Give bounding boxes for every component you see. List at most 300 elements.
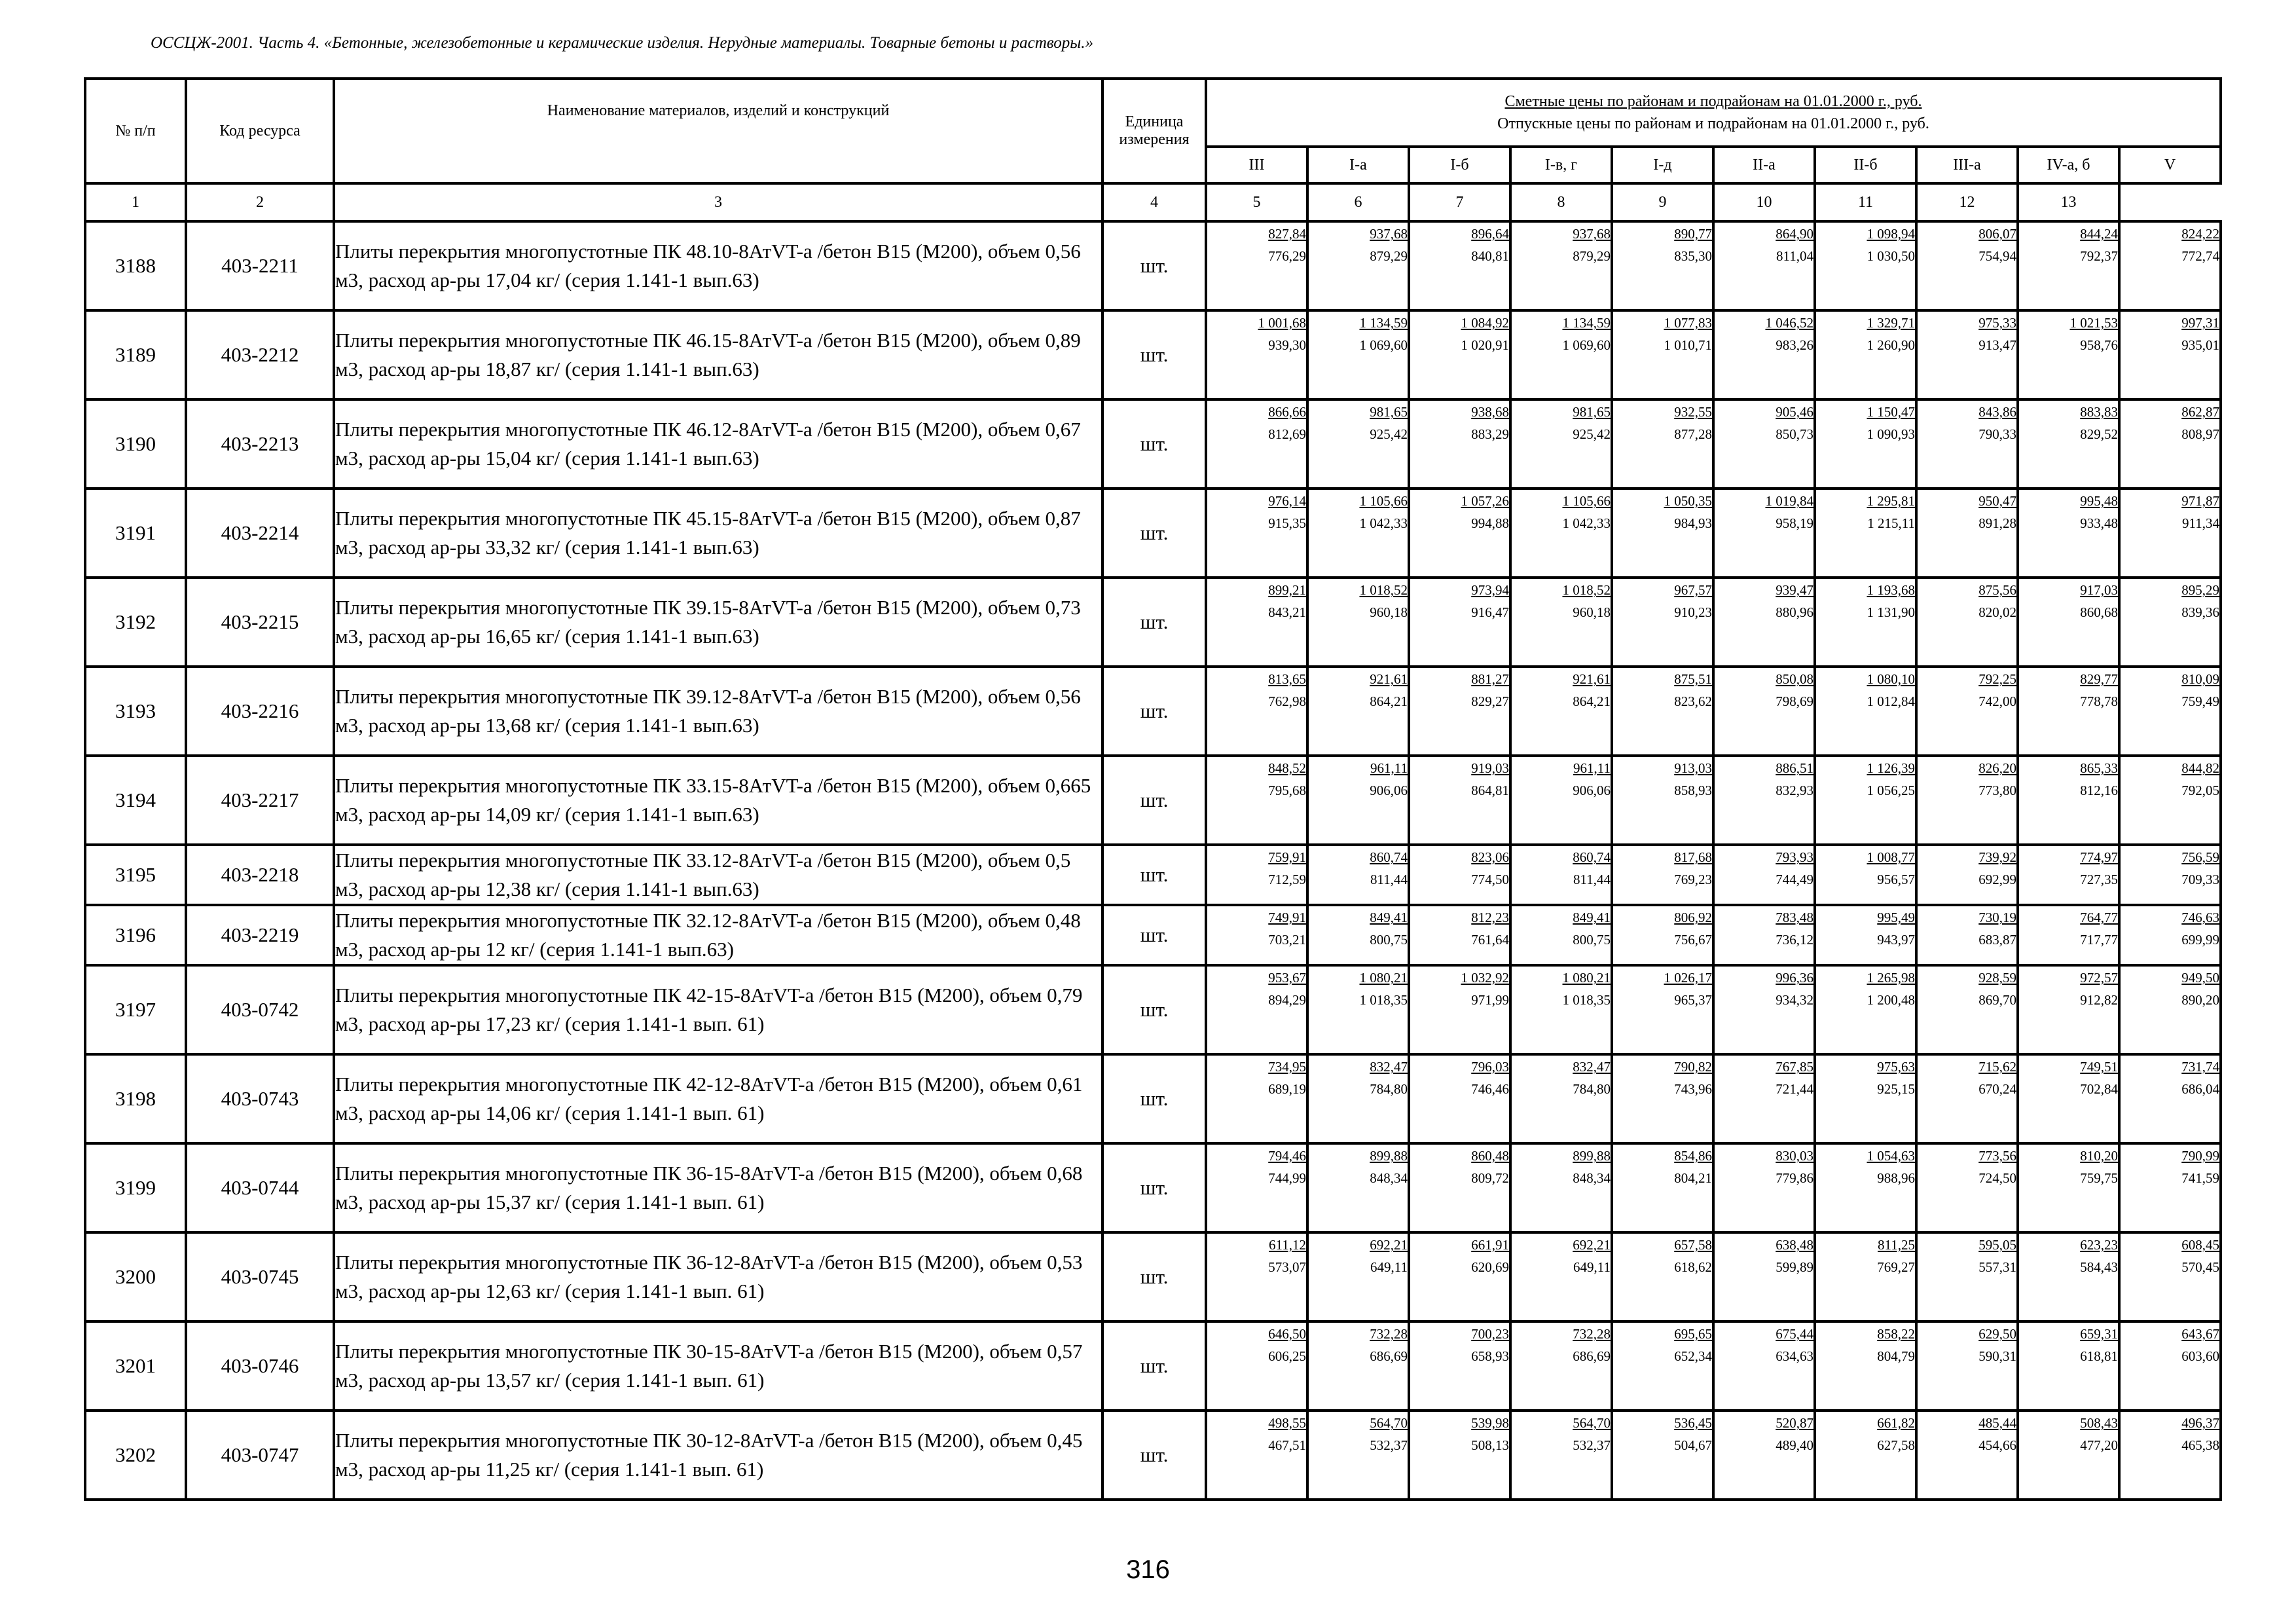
price-cell [1916,1321,2018,1411]
resource-code: 403-0744 [186,1143,334,1232]
column-number: 6 [1307,183,1409,221]
release-price: 686,69 [1370,1348,1408,1364]
column-number: 9 [1612,183,1713,221]
price-cell [2018,965,2119,1054]
estimate-price: 675,44 [1776,1326,1813,1342]
estimate-price: 854,86 [1674,1148,1712,1164]
release-price: 812,16 [2080,783,2118,798]
release-price: 762,98 [1268,693,1306,709]
release-price: 467,51 [1268,1437,1306,1453]
release-price: 792,37 [2080,248,2118,264]
release-price: 702,84 [2080,1081,2118,1097]
release-price: 933,48 [2080,515,2118,531]
release-price: 848,34 [1370,1170,1408,1186]
price-cell [1307,1232,1409,1321]
price-cell [1409,1411,1510,1500]
resource-code: 403-0745 [186,1232,334,1321]
release-price: 743,96 [1674,1081,1712,1097]
table-row [85,1054,2221,1143]
estimate-price: 485,44 [1978,1415,2016,1431]
estimate-price: 1 057,26 [1461,493,1509,509]
estimate-price: 995,48 [2080,493,2118,509]
material-name: Плиты перекрытия многопустотные ПК 45.15-8АтVT-а /бетон В15 (М200), объем 0,87 м3, расход ар-ры 33,32 кг/ (серия 1.141-1 вып.63) [334,489,1102,578]
estimate-price: 823,06 [1471,849,1509,865]
release-price: 1 215,11 [1867,515,1915,531]
price-cell [1612,905,1713,965]
release-price: 590,31 [1978,1348,2016,1364]
row-number: 3191 [85,489,186,578]
header-prices [1206,79,2221,147]
estimate-price: 1 050,35 [1664,493,1712,509]
price-cell [1713,489,1815,578]
release-price: 1 131,90 [1867,604,1915,620]
row-number: 3201 [85,1321,186,1411]
price-cell [2018,578,2119,667]
estimate-price: 1 329,71 [1867,315,1915,331]
price-cell [1713,1411,1815,1500]
price-cell [1713,1232,1815,1321]
row-number: 3195 [85,845,186,905]
estimate-price: 832,47 [1573,1059,1611,1075]
price-cell [1307,905,1409,965]
price-cell [2018,1143,2119,1232]
release-price: 1 012,84 [1867,693,1915,709]
price-cell [2119,310,2221,399]
release-price: 508,13 [1471,1437,1509,1453]
release-price: 934,32 [1776,992,1813,1008]
release-price: 465,38 [2181,1437,2219,1453]
estimate-price: 1 008,77 [1867,849,1915,865]
estimate-price: 826,20 [1978,760,2016,776]
price-cell [2119,1321,2221,1411]
unit-of-measure: шт. [1102,310,1206,399]
estimate-price: 734,95 [1268,1059,1306,1075]
material-name: Плиты перекрытия многопустотные ПК 33.12-8АтVT-а /бетон В15 (М200), объем 0,5 м3, расход ар-ры 12,38 кг/ (серия 1.141-1 вып.63) [334,845,1102,905]
release-price: 939,30 [1268,337,1306,353]
estimate-price: 1 134,59 [1562,315,1611,331]
estimate-price: 1 126,39 [1867,760,1915,776]
price-cell [1612,399,1713,489]
price-cell [1409,489,1510,578]
estimate-price: 1 054,63 [1867,1148,1915,1164]
price-cell [1612,1143,1713,1232]
price-cell [1206,310,1307,399]
price-cell [2018,221,2119,310]
estimate-price: 790,82 [1674,1059,1712,1075]
release-price: 823,62 [1674,693,1712,709]
release-price: 1 069,60 [1359,337,1408,353]
price-cell [1916,578,2018,667]
price-cell [1612,1411,1713,1500]
price-cell [1206,1143,1307,1232]
release-price: 790,33 [1978,426,2016,442]
material-name: Плиты перекрытия многопустотные ПК 39.15-8АтVT-а /бетон В15 (М200), объем 0,73 м3, расход ар-ры 16,65 кг/ (серия 1.141-1 вып.63) [334,578,1102,667]
estimate-price: 796,03 [1471,1059,1509,1075]
resource-code: 403-2213 [186,399,334,489]
release-price: 1 069,60 [1562,337,1611,353]
material-name: Плиты перекрытия многопустотные ПК 30-15-8АтVT-а /бетон В15 (М200), объем 0,57 м3, расход ар-ры 13,57 кг/ (серия 1.141-1 вып. 61) [334,1321,1102,1411]
release-price: 800,75 [1370,932,1408,948]
release-price: 603,60 [2181,1348,2219,1364]
price-cell [1510,1232,1612,1321]
price-cell [1815,489,1916,578]
estimate-price: 792,25 [1978,671,2016,687]
price-cell [1815,399,1916,489]
price-cell [1409,1232,1510,1321]
estimate-price: 657,58 [1674,1237,1712,1253]
price-cell [1916,845,2018,905]
price-cell [1916,905,2018,965]
estimate-price: 995,49 [1877,910,1915,925]
table-row [85,1232,2221,1321]
estimate-price: 961,11 [1370,760,1408,776]
release-price: 891,28 [1978,515,2016,531]
price-cell [2018,310,2119,399]
release-price: 879,29 [1573,248,1611,264]
release-price: 652,34 [1674,1348,1712,1364]
estimate-price: 967,57 [1674,582,1712,598]
release-price: 994,88 [1471,515,1509,531]
release-price: 1 042,33 [1562,515,1611,531]
price-cell [1916,1232,2018,1321]
release-price: 925,42 [1370,426,1408,442]
estimate-price: 858,22 [1877,1326,1915,1342]
price-cell [1815,1054,1916,1143]
table-row [85,578,2221,667]
release-price: 1 018,35 [1562,992,1611,1008]
price-cell [1307,1321,1409,1411]
estimate-price: 638,48 [1776,1237,1813,1253]
estimate-price: 937,68 [1573,226,1611,242]
header-unit: Единица измерения [1102,79,1206,183]
price-cell [1510,667,1612,756]
release-price: 776,29 [1268,248,1306,264]
price-cell [1307,965,1409,1054]
estimate-price: 1 295,81 [1867,493,1915,509]
release-price: 769,27 [1877,1259,1915,1275]
release-price: 454,66 [1978,1437,2016,1453]
estimate-price: 895,29 [2181,582,2219,598]
estimate-price: 850,08 [1776,671,1813,687]
release-price: 1 020,91 [1461,337,1509,353]
estimate-price: 921,61 [1573,671,1611,687]
release-price: 839,36 [2181,604,2219,620]
column-number: 8 [1510,183,1612,221]
estimate-price: 520,87 [1776,1415,1813,1431]
price-cell [1916,1143,2018,1232]
release-price: 692,99 [1978,872,2016,887]
price-cell [1612,756,1713,845]
estimate-price: 919,03 [1471,760,1509,776]
price-cell [2119,399,2221,489]
column-number: 12 [1916,183,2018,221]
price-cell [1307,1143,1409,1232]
estimate-price: 899,88 [1370,1148,1408,1164]
estimate-price: 971,87 [2181,493,2219,509]
release-price: 848,34 [1573,1170,1611,1186]
price-cell [2018,1232,2119,1321]
estimate-price: 921,61 [1370,671,1408,687]
estimate-price: 764,77 [2080,910,2118,925]
estimate-price: 810,09 [2181,671,2219,687]
estimate-price: 1 265,98 [1867,970,1915,986]
estimate-price: 824,22 [2181,226,2219,242]
estimate-price: 938,68 [1471,404,1509,420]
price-cell [2018,1321,2119,1411]
price-cell [1916,399,2018,489]
price-cell [1510,578,1612,667]
release-price: 820,02 [1978,604,2016,620]
release-price: 1 090,93 [1867,426,1915,442]
resource-code: 403-2217 [186,756,334,845]
release-price: 683,87 [1978,932,2016,948]
column-number: 10 [1713,183,1815,221]
resource-code: 403-0747 [186,1411,334,1500]
estimate-price: 864,90 [1776,226,1813,242]
header-region: I-б [1409,147,1510,183]
estimate-price: 849,41 [1370,910,1408,925]
price-cell [2018,756,2119,845]
release-price: 877,28 [1674,426,1712,442]
release-price: 504,67 [1674,1437,1712,1453]
price-cell [1510,965,1612,1054]
price-cell [1510,1054,1612,1143]
release-price: 773,80 [1978,783,2016,798]
estimate-price: 1 105,66 [1562,493,1611,509]
row-number: 3192 [85,578,186,667]
table-row [85,489,2221,578]
estimate-price: 997,31 [2181,315,2219,331]
release-price: 606,25 [1268,1348,1306,1364]
header-price-estimate: Сметные цены по районам и подрайонам на 01.01.2000 г., руб. [1504,93,1922,110]
release-price: 599,89 [1776,1259,1813,1275]
estimate-price: 731,74 [2181,1059,2219,1075]
column-number: 7 [1409,183,1510,221]
release-price: 1 042,33 [1359,515,1408,531]
estimate-price: 844,82 [2181,760,2219,776]
estimate-price: 1 001,68 [1258,315,1306,331]
estimate-price: 595,05 [1978,1237,2016,1253]
resource-code: 403-2212 [186,310,334,399]
release-price: 618,62 [1674,1259,1712,1275]
estimate-price: 829,77 [2080,671,2118,687]
release-price: 910,23 [1674,604,1712,620]
release-price: 843,21 [1268,604,1306,620]
price-cell [1307,845,1409,905]
price-cell [1713,1321,1815,1411]
row-number: 3202 [85,1411,186,1500]
release-price: 618,81 [2080,1348,2118,1364]
release-price: 925,42 [1573,426,1611,442]
price-cell [1307,489,1409,578]
release-price: 984,93 [1674,515,1712,531]
table-row [85,221,2221,310]
unit-of-measure: шт. [1102,667,1206,756]
estimate-price: 860,48 [1471,1148,1509,1164]
release-price: 741,59 [2181,1170,2219,1186]
row-number: 3200 [85,1232,186,1321]
price-cell [2018,489,2119,578]
price-cell [1612,1232,1713,1321]
estimate-price: 827,84 [1268,226,1306,242]
price-cell [1409,1321,1510,1411]
price-cell [1409,905,1510,965]
table-row [85,310,2221,399]
estimate-price: 1 019,84 [1765,493,1813,509]
estimate-price: 1 193,68 [1867,582,1915,598]
estimate-price: 961,11 [1573,760,1611,776]
estimate-price: 700,23 [1471,1326,1509,1342]
price-cell [2119,1411,2221,1500]
price-cell [2018,667,2119,756]
release-price: 759,75 [2080,1170,2118,1186]
estimate-price: 949,50 [2181,970,2219,986]
estimate-price: 1 080,10 [1867,671,1915,687]
estimate-price: 981,65 [1370,404,1408,420]
price-cell [2018,845,2119,905]
release-price: 804,79 [1877,1348,1915,1364]
price-cell [1713,399,1815,489]
price-cell [1713,1054,1815,1143]
price-cell [2119,1232,2221,1321]
estimate-price: 1 080,21 [1359,970,1408,986]
estimate-price: 608,45 [2181,1237,2219,1253]
release-price: 721,44 [1776,1081,1813,1097]
estimate-price: 496,37 [2181,1415,2219,1431]
release-price: 912,82 [2080,992,2118,1008]
release-price: 795,68 [1268,783,1306,798]
material-name: Плиты перекрытия многопустотные ПК 36-12-8АтVT-а /бетон В15 (М200), объем 0,53 м3, расход ар-ры 12,63 кг/ (серия 1.141-1 вып. 61) [334,1232,1102,1321]
unit-of-measure: шт. [1102,965,1206,1054]
column-number: 13 [2018,183,2119,221]
table-row [85,399,2221,489]
release-price: 772,74 [2181,248,2219,264]
price-cell [1815,578,1916,667]
price-cell [1206,667,1307,756]
estimate-price: 749,51 [2080,1059,2118,1075]
header-code: Код ресурса [186,79,334,183]
price-cell [1206,905,1307,965]
release-price: 724,50 [1978,1170,2016,1186]
table-row [85,1321,2221,1411]
unit-of-measure: шт. [1102,489,1206,578]
release-price: 634,63 [1776,1348,1813,1364]
price-cell [1713,965,1815,1054]
row-number: 3196 [85,905,186,965]
unit-of-measure: шт. [1102,578,1206,667]
table-row [85,1411,2221,1500]
column-number: 3 [334,183,1102,221]
estimate-price: 810,20 [2080,1148,2118,1164]
estimate-price: 830,03 [1776,1148,1813,1164]
price-cell [2119,221,2221,310]
price-cell [1510,756,1612,845]
release-price: 689,19 [1268,1081,1306,1097]
estimate-price: 659,31 [2080,1326,2118,1342]
document-header: ОССЦЖ-2001. Часть 4. «Бетонные, железобетонные и керамические изделия. Нерудные материалы. Товарные бетоны и растворы.» [151,34,1093,52]
price-cell [1815,845,1916,905]
column-number: 5 [1206,183,1307,221]
header-region: III [1206,147,1307,183]
estimate-price: 732,28 [1370,1326,1408,1342]
header-price-release: Отпускные цены по районам и подрайонам на 01.01.2000 г., руб. [1497,115,1929,132]
price-cell [1612,489,1713,578]
release-price: 988,96 [1877,1170,1915,1186]
release-price: 699,99 [2181,932,2219,948]
price-cell [2119,905,2221,965]
release-price: 913,47 [1978,337,2016,353]
release-price: 742,00 [1978,693,2016,709]
header-num: № п/п [85,79,186,183]
header-region: I-д [1612,147,1713,183]
release-price: 1 010,71 [1664,337,1712,353]
release-price: 570,45 [2181,1259,2219,1275]
price-cell [1916,221,2018,310]
header-region: IV-а, б [2018,147,2119,183]
estimate-price: 498,55 [1268,1415,1306,1431]
estimate-price: 862,87 [2181,404,2219,420]
release-price: 829,52 [2080,426,2118,442]
release-price: 808,97 [2181,426,2219,442]
price-cell [1815,1411,1916,1500]
release-price: 756,67 [1674,932,1712,948]
release-price: 686,69 [1573,1348,1611,1364]
estimate-price: 623,23 [2080,1237,2118,1253]
price-cell [1206,965,1307,1054]
release-price: 769,23 [1674,872,1712,887]
price-cell [1510,489,1612,578]
estimate-price: 886,51 [1776,760,1813,776]
estimate-price: 646,50 [1268,1326,1306,1342]
estimate-price: 1 021,53 [2069,315,2118,331]
price-cell [1206,399,1307,489]
price-cell [1409,578,1510,667]
estimate-price: 899,21 [1268,582,1306,598]
price-cell [2018,1054,2119,1143]
release-price: 584,43 [2080,1259,2118,1275]
price-cell [2119,756,2221,845]
release-price: 879,29 [1370,248,1408,264]
unit-of-measure: шт. [1102,905,1206,965]
price-cell [1815,756,1916,845]
release-price: 935,01 [2181,337,2219,353]
table-row [85,965,2221,1054]
release-price: 532,37 [1573,1437,1611,1453]
price-cell [1916,667,2018,756]
price-cell [2018,399,2119,489]
page-number: 316 [1126,1555,1170,1584]
release-price: 960,18 [1573,604,1611,620]
release-price: 792,05 [2181,783,2219,798]
price-cell [1815,667,1916,756]
estimate-price: 611,12 [1269,1237,1306,1253]
price-cell [1206,756,1307,845]
estimate-price: 806,07 [1978,226,2016,242]
price-cell [2119,489,2221,578]
release-price: 686,04 [2181,1081,2219,1097]
price-cell [1409,667,1510,756]
release-price: 916,47 [1471,604,1509,620]
price-cell [1510,310,1612,399]
estimate-price: 1 026,17 [1664,970,1712,986]
estimate-price: 844,24 [2080,226,2118,242]
estimate-price: 1 080,21 [1562,970,1611,986]
price-cell [2119,845,2221,905]
estimate-price: 730,19 [1978,910,2016,925]
estimate-price: 1 077,83 [1664,315,1712,331]
price-cell [1713,221,1815,310]
resource-code: 403-0742 [186,965,334,1054]
